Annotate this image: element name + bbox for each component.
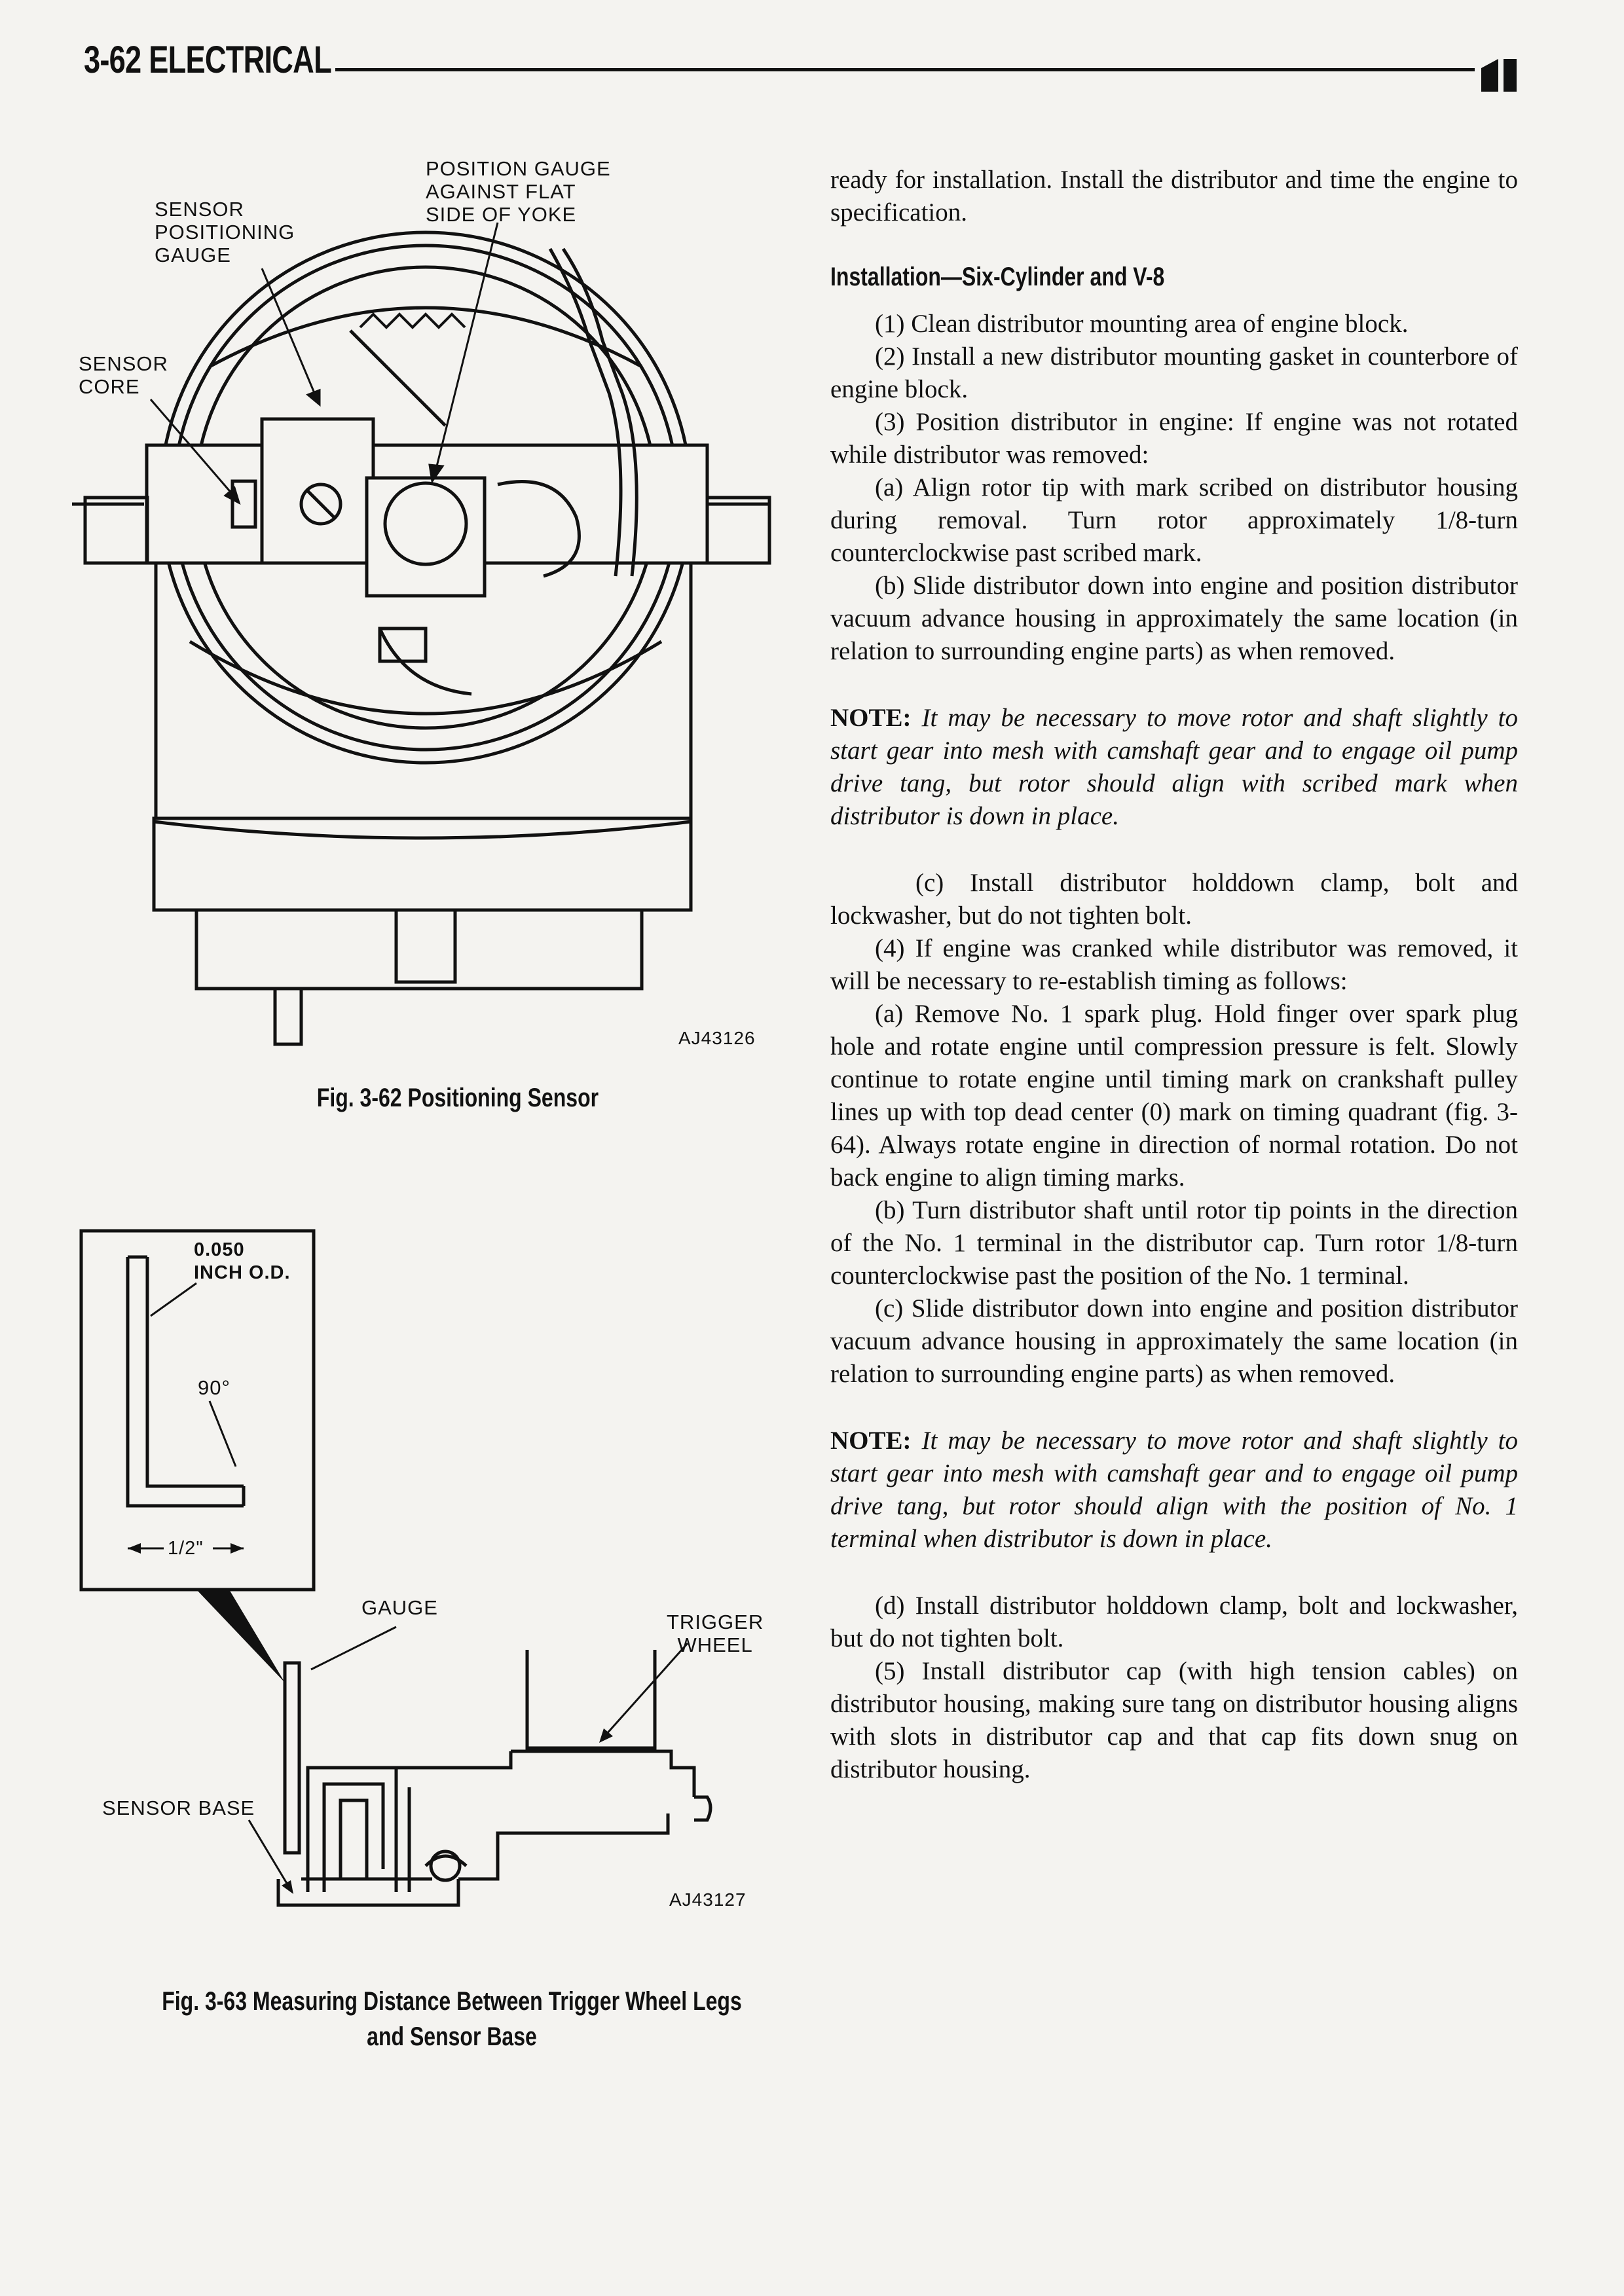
figure-62-caption: Fig. 3-62 Positioning Sensor [316,1084,599,1112]
label-sensor-core: SENSOR CORE [79,352,168,398]
step-4d: (d) Install distributor holddown clamp, bolt and lockwasher, but do not tighten bolt. [830,1592,1518,1652]
note-1-text: It may be necessary to move rotor and shaft slightly to start gear into mesh with camshaft gear and to engage oil pump drive tang, but rotor should align with scribed mark when distributor is down in place. [830,704,1519,830]
note-1 [830,702,1518,833]
step-3b: (b) Slide distributor down into engine and position distributor vacuum advance housing in approximately the same location (in relation to surrounding engine parts) as when removed. [830,572,1518,665]
label-sensor-positioning-gauge: SENSOR POSITIONING GAUGE [155,198,295,266]
step-3a: (a) Align rotor tip with mark scribed on distributor housing during removal. Turn rotor approximately 1/8-turn counterclockwise past scribed mark. [830,473,1518,567]
figure-62-code: AJ43126 [678,1028,756,1048]
label-angle: 90° [198,1376,231,1399]
step-4b: (b) Turn distributor shaft until rotor tip points in the direction of the No. 1 terminal in the distributor cap. Turn rotor 1/8-turn counterclockwise past the position of the No. 1 terminal. [830,1196,1518,1290]
note-2 [830,1425,1518,1556]
body-text-column [830,164,1518,1786]
step-4c: (c) Slide distributor down into engine and position distributor vacuum advance housing in approximately the same location (in relation to surrounding engine parts) as when removed. [830,1294,1518,1388]
step-5: (5) Install distributor cap (with high tension cables) on distributor housing, making sure tang on distributor housing aligns with slots in distributor cap and that cap fits down snug on distributor housing. [830,1657,1518,1783]
label-position-gauge: POSITION GAUGE AGAINST FLAT SIDE OF YOKE [426,157,611,226]
step-4: (4) If engine was cranked while distributor was removed, it will be necessary to re-establish timing as follows: [830,934,1518,995]
label-diameter: 0.050 INCH O.D. [194,1239,291,1283]
label-gauge: GAUGE [361,1596,438,1619]
note-2-label: NOTE: [830,1427,912,1455]
figure-63-code: AJ43127 [669,1889,747,1910]
figure-63-caption: Fig. 3-63 Measuring Distance Between Trigger Wheel Legs and Sensor Base [162,1987,742,2051]
note-1-label: NOTE: [830,704,912,732]
label-sensor-base: SENSOR BASE [102,1796,255,1819]
step-2: (2) Install a new distributor mounting gasket in counterbore of engine block. [830,342,1518,403]
label-length: 1/2" [168,1538,204,1559]
page-header-title: 3-62 ELECTRICAL [84,39,331,81]
section-heading: Installation—Six-Cylinder and V-8 [830,263,1165,291]
step-3c: (c) Install distributor holddown clamp, bolt and lockwasher, but do not tighten bolt. [830,869,1518,930]
step-4a: (a) Remove No. 1 spark plug. Hold finger over spark plug hole and rotate engine until compression pressure is felt. Slowly continue to rotate engine until timing mark on crankshaft pulley lines up with top dead center (0) mark on timing quadrant (fig. 3-64). Always rotate engine in direction of normal rotation. Do not back engine to align timing marks. [830,1000,1518,1192]
note-2-text: It may be necessary to move rotor and shaft slightly to start gear into mesh with camshaft gear and to engage oil pump drive tang, but rotor should align with the position of No. 1 terminal when distributor is down in place. [830,1427,1519,1553]
label-trigger-wheel: TRIGGER WHEEL [667,1611,764,1656]
intro-paragraph: ready for installation. Install the distributor and time the engine to specification. [830,166,1518,227]
step-1: (1) Clean distributor mounting area of engine block. [875,310,1409,338]
step-3: (3) Position distributor in engine: If engine was not rotated while distributor was removed: [830,408,1518,469]
